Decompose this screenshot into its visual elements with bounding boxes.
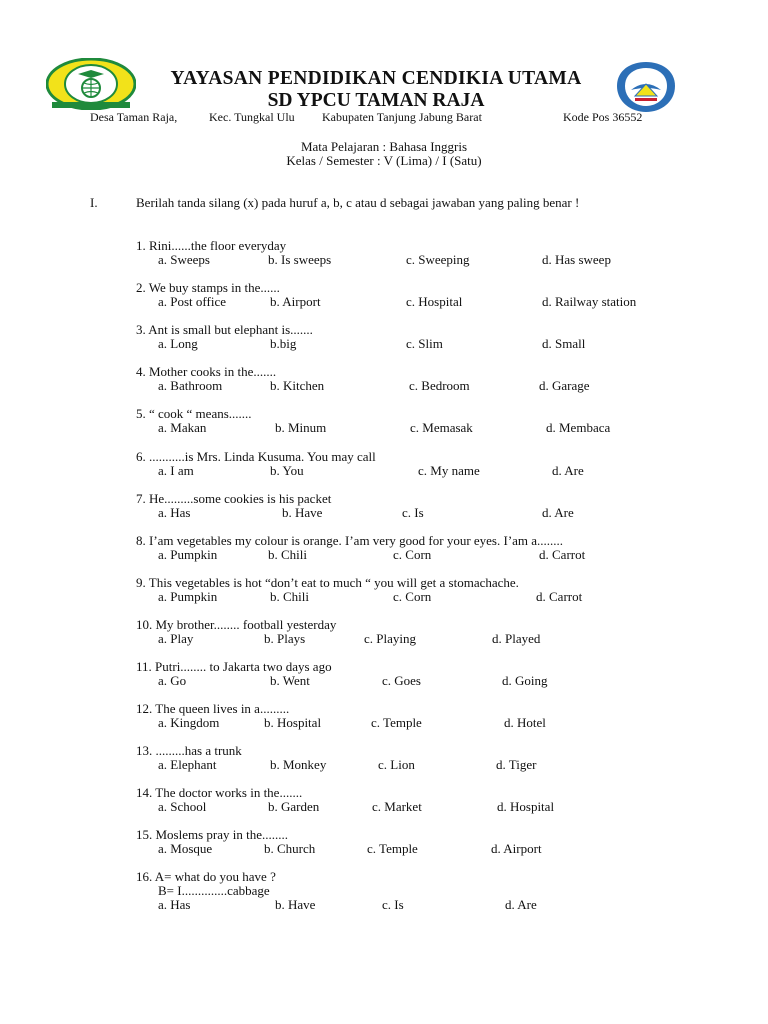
option-a: a. Has: [158, 505, 191, 520]
question-9: [0, 575, 768, 607]
option-d: d. Tiger: [496, 757, 537, 772]
option-b: b. Kitchen: [270, 378, 325, 393]
option-b: b. Is sweeps: [268, 252, 332, 267]
option-c: c. Memasak: [410, 420, 473, 435]
option-a: a. Go: [158, 673, 187, 688]
question-4: [0, 364, 768, 396]
option-c: c. Bedroom: [409, 378, 470, 393]
question-stem: 10. My brother........ football yesterday: [136, 617, 337, 632]
question-5: [0, 406, 768, 438]
option-d: d. Going: [502, 673, 548, 688]
question-stem: 11. Putri........ to Jakarta two days ago: [136, 659, 332, 674]
question-10: [0, 617, 768, 649]
question-7: [0, 491, 768, 523]
option-a: a. I am: [158, 463, 194, 478]
option-c: c. Lion: [378, 757, 415, 772]
question-stem: 12. The queen lives in a.........: [136, 701, 290, 716]
question-stem: 16. A= what do you have ?: [136, 869, 276, 884]
question-15: [0, 827, 768, 859]
option-b: b. Plays: [264, 631, 306, 646]
option-b: b. Hospital: [264, 715, 322, 730]
address-district: Kec. Tungkal Ulu: [209, 110, 295, 124]
option-c: c. Goes: [382, 673, 421, 688]
option-b: b. Have: [275, 897, 316, 912]
option-a: a. Makan: [158, 420, 207, 435]
question-stem: 3. Ant is small but elephant is.......: [136, 322, 313, 337]
school-name: SD YPCU TAMAN RAJA: [267, 90, 485, 111]
option-b: b. Minum: [275, 420, 327, 435]
option-a: a. Play: [158, 631, 194, 646]
option-c: c. Corn: [393, 547, 432, 562]
option-c: c. Market: [372, 799, 422, 814]
foundation-name: YAYASAN PENDIDIKAN CENDIKIA UTAMA: [170, 68, 582, 89]
option-a: a. Pumpkin: [158, 547, 218, 562]
option-b: b. Garden: [268, 799, 320, 814]
option-a: a. Elephant: [158, 757, 217, 772]
option-a: a. Sweeps: [158, 252, 210, 267]
option-b: b. Have: [282, 505, 323, 520]
question-stem: 1. Rini......the floor everyday: [136, 238, 287, 253]
address-regency: Kabupaten Tanjung Jabung Barat: [322, 110, 482, 124]
option-a: a. Mosque: [158, 841, 213, 856]
question-1: [0, 238, 768, 270]
question-stem: 6. ...........is Mrs. Linda Kusuma. You may call: [136, 449, 376, 464]
option-b: b. You: [270, 463, 304, 478]
option-a: a. Post office: [158, 294, 226, 309]
question-stem: 7. He.........some cookies is his packet: [136, 491, 332, 506]
section-number: I.: [90, 195, 98, 210]
address-village: Desa Taman Raja,: [90, 110, 178, 124]
option-d: d. Railway station: [542, 294, 637, 309]
foundation-logo: [46, 58, 136, 110]
question-stem: 13. .........has a trunk: [136, 743, 242, 758]
question-6: [0, 449, 768, 481]
option-d: d. Hotel: [504, 715, 546, 730]
option-a: a. Pumpkin: [158, 589, 218, 604]
option-d: d. Membaca: [546, 420, 611, 435]
option-c: c. Hospital: [406, 294, 463, 309]
option-d: d. Airport: [491, 841, 542, 856]
option-d: d. Garage: [539, 378, 590, 393]
option-c: c. Corn: [393, 589, 432, 604]
option-c: c. Is: [382, 897, 404, 912]
option-b: b. Church: [264, 841, 316, 856]
option-c: c. Playing: [364, 631, 416, 646]
question-11: [0, 659, 768, 691]
address-postal: Kode Pos 36552: [563, 110, 643, 124]
option-c: c. Temple: [371, 715, 422, 730]
question-14: [0, 785, 768, 817]
option-a: a. Has: [158, 897, 191, 912]
option-d: d. Carrot: [539, 547, 586, 562]
option-c: c. Sweeping: [406, 252, 470, 267]
option-d: d. Hospital: [497, 799, 555, 814]
option-b: b. Went: [270, 673, 310, 688]
option-b: b. Chili: [270, 589, 310, 604]
option-d: d. Small: [542, 336, 586, 351]
option-a: a. Kingdom: [158, 715, 220, 730]
question-13: [0, 743, 768, 775]
option-b: b. Airport: [270, 294, 321, 309]
section-instruction: Berilah tanda silang (x) pada huruf a, b, c atau d sebagai jawaban yang paling benar !: [136, 195, 580, 210]
option-a: a. Bathroom: [158, 378, 223, 393]
option-c: c. My name: [418, 463, 480, 478]
option-d: d. Are: [542, 505, 574, 520]
class-line: Kelas / Semester : V (Lima) / I (Satu): [286, 153, 482, 168]
question-3: [0, 322, 768, 354]
option-b: b. Monkey: [270, 757, 327, 772]
question-stem: 9. This vegetables is hot “don’t eat to much “ you will get a stomachache.: [136, 575, 519, 590]
question-stem-line2: B= I..............cabbage: [158, 883, 270, 898]
question-8: [0, 533, 768, 565]
option-c: c. Is: [402, 505, 424, 520]
option-b: b.big: [270, 336, 297, 351]
question-stem: 8. I’am vegetables my colour is orange. I’am very good for your eyes. I’am a........: [136, 533, 564, 548]
question-16: [0, 869, 768, 912]
option-d: d. Carrot: [536, 589, 583, 604]
option-c: c. Temple: [367, 841, 418, 856]
question-stem: 4. Mother cooks in the.......: [136, 364, 277, 379]
option-d: d. Are: [505, 897, 537, 912]
question-12: [0, 701, 768, 733]
question-stem: 14. The doctor works in the.......: [136, 785, 303, 800]
option-c: c. Slim: [406, 336, 443, 351]
question-2: [0, 280, 768, 312]
option-b: b. Chili: [268, 547, 308, 562]
option-a: a. Long: [158, 336, 198, 351]
option-d: d. Played: [492, 631, 541, 646]
question-stem: 2. We buy stamps in the......: [136, 280, 280, 295]
subject-line: Mata Pelajaran : Bahasa Inggris: [300, 139, 468, 154]
tut-wuri-handayani-logo: [613, 60, 679, 114]
option-d: d. Are: [552, 463, 584, 478]
option-d: d. Has sweep: [542, 252, 611, 267]
question-stem: 15. Moslems pray in the........: [136, 827, 289, 842]
question-stem: 5. “ cook “ means.......: [136, 406, 252, 421]
option-a: a. School: [158, 799, 207, 814]
